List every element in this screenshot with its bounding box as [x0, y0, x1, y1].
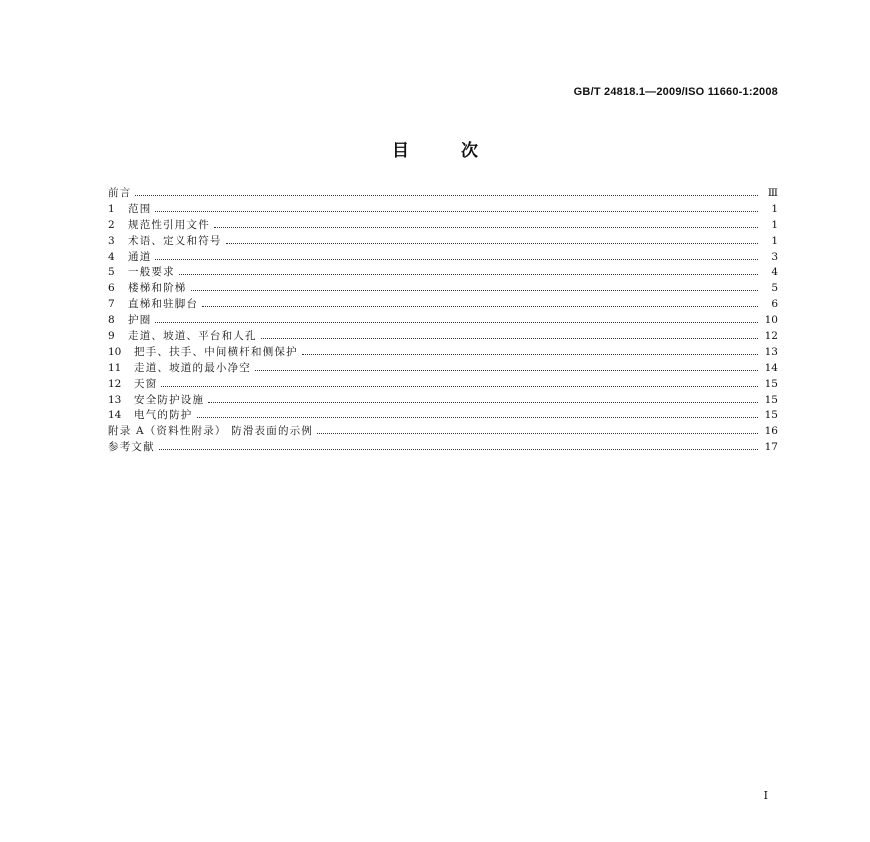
toc-entry	[108, 202, 778, 218]
toc-dot-leader	[191, 290, 759, 291]
toc-entry-number: 7	[108, 298, 115, 311]
toc-entry	[108, 345, 778, 361]
table-of-contents	[108, 186, 778, 456]
toc-entry-label: 护圈	[128, 314, 152, 327]
toc-entry	[108, 377, 778, 393]
toc-dot-leader	[255, 370, 758, 371]
toc-entry-page: 4	[771, 266, 778, 279]
toc-entry	[108, 250, 778, 266]
toc-entry-number: 12	[108, 377, 122, 390]
toc-entry-label: 附录 A（资料性附录） 防滑表面的示例	[108, 425, 314, 438]
toc-entry-label: 直梯和驻脚台	[128, 298, 199, 311]
toc-entry-number: 4	[108, 250, 115, 263]
toc-entry-number: 11	[108, 361, 122, 374]
toc-dot-leader	[155, 259, 758, 260]
toc-entry-page: 13	[764, 345, 778, 358]
toc-entry	[108, 408, 778, 424]
toc-entry-number: 5	[108, 266, 115, 279]
toc-entry-page: 17	[764, 441, 778, 454]
toc-dot-leader	[155, 322, 758, 323]
toc-entry-page: Ⅲ	[767, 187, 778, 199]
toc-entry-page: 3	[771, 250, 778, 263]
standard-number: GB/T 24818.1—2009/ISO 11660-1:2008	[573, 86, 778, 98]
toc-entry	[108, 329, 778, 345]
toc-dot-leader	[226, 243, 758, 244]
toc-dot-leader	[155, 211, 758, 212]
toc-dot-leader	[161, 386, 758, 387]
toc-entry-label: 一般要求	[128, 266, 175, 279]
toc-entry-page: 16	[764, 425, 778, 438]
toc-dot-leader	[179, 274, 758, 275]
toc-entry-label: 范围	[128, 202, 152, 215]
toc-entry-page: 12	[764, 330, 778, 343]
toc-entry-page: 15	[764, 377, 778, 390]
toc-dot-leader	[159, 449, 758, 450]
toc-entry	[108, 234, 778, 250]
toc-entry-label: 通道	[128, 250, 152, 263]
toc-entry-label: 楼梯和阶梯	[128, 282, 187, 295]
toc-entry-page: 1	[771, 234, 778, 247]
toc-entry	[108, 424, 778, 440]
toc-entry-number: 9	[108, 330, 115, 343]
toc-entry-label: 电气的防护	[134, 409, 193, 422]
toc-entry-number: 10	[108, 345, 122, 358]
toc-dot-leader	[261, 338, 758, 339]
toc-entry-number: 3	[108, 234, 115, 247]
toc-entry-label: 规范性引用文件	[128, 218, 210, 231]
toc-entry-label: 术语、定义和符号	[128, 234, 222, 247]
toc-entry-label: 参考文献	[108, 441, 155, 454]
toc-entry	[108, 393, 778, 409]
toc-entry-label: 走道、坡道、平台和人孔	[128, 330, 257, 343]
page-number: I	[763, 789, 768, 802]
toc-entry-number: 1	[108, 202, 115, 215]
page-title: 目次	[392, 141, 530, 161]
toc-entry	[108, 440, 778, 456]
toc-entry-page: 15	[764, 409, 778, 422]
toc-entry-page: 1	[771, 202, 778, 215]
toc-entry-label: 安全防护设施	[134, 393, 205, 406]
toc-entry-number: 8	[108, 314, 115, 327]
toc-entry-page: 14	[764, 361, 778, 374]
toc-entry	[108, 281, 778, 297]
toc-entry-page: 1	[771, 218, 778, 231]
toc-entry-label: 天窗	[134, 377, 158, 390]
toc-entry-number: 14	[108, 409, 122, 422]
toc-entry-label: 走道、坡道的最小净空	[134, 361, 251, 374]
toc-entry	[108, 186, 778, 202]
toc-entry-number: 6	[108, 282, 115, 295]
toc-entry-page: 15	[764, 393, 778, 406]
toc-dot-leader	[208, 402, 758, 403]
toc-entry	[108, 218, 778, 234]
toc-entry	[108, 297, 778, 313]
toc-dot-leader	[135, 195, 758, 196]
toc-entry	[108, 313, 778, 329]
toc-dot-leader	[317, 433, 758, 434]
toc-entry-label: 前言	[108, 187, 132, 199]
toc-entry	[108, 361, 778, 377]
toc-dot-leader	[202, 306, 758, 307]
toc-entry-number: 13	[108, 393, 122, 406]
toc-entry	[108, 265, 778, 281]
toc-entry-page: 5	[771, 282, 778, 295]
toc-entry-label: 把手、扶手、中间横杆和侧保护	[134, 345, 298, 358]
toc-entry-number: 2	[108, 218, 115, 231]
toc-dot-leader	[214, 227, 758, 228]
toc-entry-page: 10	[764, 314, 778, 327]
toc-dot-leader	[302, 354, 758, 355]
toc-entry-page: 6	[771, 298, 778, 311]
toc-dot-leader	[197, 417, 759, 418]
